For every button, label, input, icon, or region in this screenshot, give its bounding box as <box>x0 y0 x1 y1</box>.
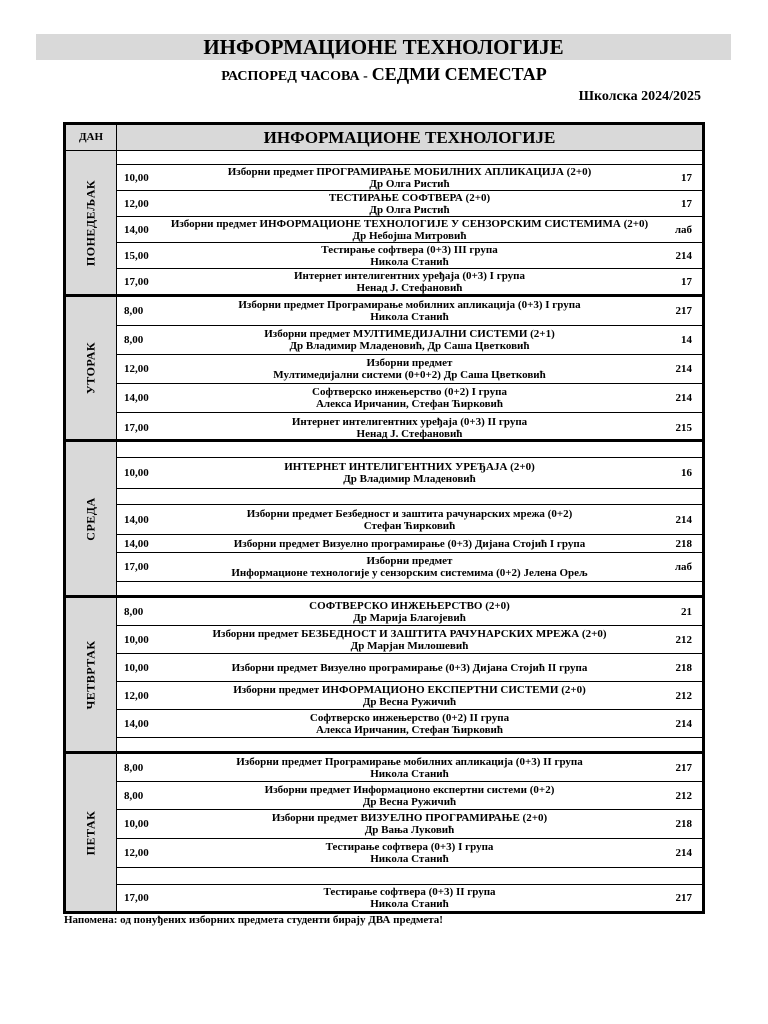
teacher-line: Никола Станић <box>370 853 449 865</box>
table-row <box>117 458 702 489</box>
class-description <box>157 218 662 242</box>
class-description <box>157 461 662 485</box>
table-row <box>117 782 702 810</box>
table-row <box>117 535 702 553</box>
room-number: лаб <box>674 223 692 236</box>
room-number: 218 <box>675 818 692 830</box>
class-time: 8,00 <box>124 605 144 618</box>
table-row <box>117 754 702 782</box>
day-block <box>66 151 702 297</box>
teacher-line: Др Марија Благојевић <box>353 611 466 624</box>
teacher-line: Никола Станић <box>370 255 449 268</box>
class-time: 14,00 <box>124 223 149 236</box>
teacher-line: Ненад Ј. Стефановић <box>356 427 463 440</box>
room-number: 21 <box>681 605 692 618</box>
table-row <box>117 505 702 535</box>
table-row <box>117 326 702 355</box>
course-line: Изборни предмет ИНФОРМАЦИОНО ЕКСПЕРТНИ СИСТЕМИ (2+0) <box>233 683 586 696</box>
room-number: 214 <box>675 392 692 404</box>
class-time: 10,00 <box>124 633 149 646</box>
table-row <box>117 810 702 839</box>
room-number: 215 <box>675 421 692 434</box>
teacher-line: Др Весна Ружичић <box>362 695 457 708</box>
course-line: Тестирање софтвера (0+3) III група <box>321 243 498 256</box>
school-year: Школска 2024/2025 <box>578 89 701 104</box>
footnote: Напомена: од понуђених изборних предмета студенти бирају ДВА предмета! <box>64 914 443 926</box>
teacher-line: Др Марјан Милошевић <box>350 639 469 652</box>
course-line: Изборни предмет МУЛТИМЕДИЈАЛНИ СИСТЕМИ (2+1) <box>264 328 555 340</box>
table-row <box>117 885 702 911</box>
course-line: Изборни предмет ПРОГРАМИРАЊЕ МОБИЛНИХ АПЛИКАЦИЈА (2+0) <box>227 165 592 178</box>
class-description <box>157 192 662 216</box>
table-row <box>117 217 702 243</box>
day-name-cell <box>66 754 117 911</box>
class-time: 12,00 <box>124 197 149 210</box>
room-number: 14 <box>681 334 692 346</box>
room-number: 17 <box>681 197 692 210</box>
class-description <box>157 886 662 910</box>
teacher-line: Др Владимир Младеновић <box>343 473 476 485</box>
teacher-line: Др Олга Ристић <box>369 203 450 216</box>
table-row <box>117 243 702 269</box>
class-description <box>157 538 662 550</box>
teacher-line: Др Вања Луковић <box>364 824 455 836</box>
table-row <box>117 489 702 505</box>
day-block <box>66 598 702 754</box>
room-number: 217 <box>675 892 692 904</box>
class-time: 17,00 <box>124 892 149 904</box>
day-block <box>66 297 702 442</box>
class-description <box>157 386 662 410</box>
class-description <box>157 784 662 808</box>
day-name: ПЕТАК <box>83 810 98 855</box>
class-description <box>157 662 662 674</box>
table-row <box>117 626 702 654</box>
course-line: ИНТЕРНЕТ ИНТЕЛИГЕНТНИХ УРЕЂАЈА (2+0) <box>284 461 535 473</box>
class-description <box>157 841 662 865</box>
class-time: 17,00 <box>124 421 149 434</box>
class-description <box>157 328 662 352</box>
subtitle <box>0 64 768 88</box>
class-time: 15,00 <box>124 249 149 262</box>
class-description <box>157 600 662 624</box>
teacher-line: Стефан Ћирковић <box>363 519 456 532</box>
day-name: ПОНЕДЕЉАК <box>83 179 98 266</box>
table-row <box>117 297 702 326</box>
class-description <box>157 684 662 708</box>
room-number: 214 <box>675 717 692 730</box>
room-number: 214 <box>675 249 692 262</box>
table-row <box>117 582 702 598</box>
table-row <box>117 191 702 217</box>
day-name-cell <box>66 442 117 595</box>
day-name-cell <box>66 297 117 439</box>
room-number: 212 <box>675 689 692 702</box>
schedule-table <box>63 122 705 914</box>
course-line: Софтверско инжењерство (0+2) I група <box>312 386 507 398</box>
course-line: Изборни предмет <box>366 555 453 567</box>
class-description <box>157 756 662 780</box>
table-row <box>117 682 702 710</box>
teacher-line: Др Олга Ристић <box>369 177 450 190</box>
table-row <box>117 413 702 442</box>
class-description <box>157 712 662 736</box>
day-name: СРЕДА <box>83 496 98 541</box>
table-row <box>117 355 702 384</box>
table-row <box>117 151 702 165</box>
class-time: 10,00 <box>124 171 149 184</box>
room-number: 214 <box>675 363 692 375</box>
table-row <box>117 654 702 682</box>
table-row <box>117 710 702 738</box>
program-column-header: ИНФОРМАЦИОНЕ ТЕХНОЛОГИЈЕ <box>117 125 702 150</box>
class-time: 14,00 <box>124 513 149 526</box>
teacher-line: Др Весна Ружичић <box>362 795 457 808</box>
table-row <box>117 868 702 885</box>
table-row <box>117 384 702 413</box>
day-column-header: ДАН <box>66 125 117 150</box>
class-time: 12,00 <box>124 689 149 702</box>
room-number: 214 <box>675 513 692 526</box>
class-time: 8,00 <box>124 305 144 317</box>
teacher-line: Мултимедијални системи (0+0+2) Др Саша Цветковић <box>273 369 546 381</box>
subtitle-semester: СЕДМИ СЕМЕСТАР <box>371 64 547 84</box>
class-time: 8,00 <box>124 789 144 802</box>
table-row <box>117 165 702 191</box>
course-line: Изборни предмет Визуелно програмирање (0+3) Дијана Стојић I група <box>233 537 586 550</box>
day-name-cell <box>66 151 117 294</box>
course-line: Изборни предмет ИНФОРМАЦИОНЕ ТЕХНОЛОГИЈЕ У СЕНЗОРСКИМ СИСТЕМИМА (2+0) <box>170 217 649 230</box>
class-time: 17,00 <box>124 276 149 288</box>
course-line: Изборни предмет <box>366 357 453 369</box>
table-row <box>117 269 702 295</box>
class-description <box>157 357 662 381</box>
class-description <box>157 166 662 190</box>
class-description <box>157 628 662 652</box>
class-description <box>157 416 662 440</box>
table-row <box>117 839 702 868</box>
class-description <box>157 508 662 532</box>
day-name-cell <box>66 598 117 751</box>
course-line: Изборни предмет Визуелно програмирање (0+3) Дијана Стојић II група <box>231 661 588 674</box>
teacher-line: Информационе технологије у сензорским системима (0+2) Јелена Орељ <box>231 567 588 579</box>
room-number: 212 <box>675 633 692 646</box>
class-time: 8,00 <box>124 761 144 774</box>
room-number: 217 <box>675 305 692 317</box>
room-number: 17 <box>681 171 692 184</box>
class-time: 12,00 <box>124 847 149 859</box>
teacher-line: Др Владимир Младеновић, Др Саша Цветковић <box>289 340 530 352</box>
class-time: 12,00 <box>124 363 149 375</box>
class-time: 10,00 <box>124 818 149 830</box>
class-description <box>157 555 662 579</box>
day-block <box>66 442 702 598</box>
course-line: Тестирање софтвера (0+3) II група <box>323 886 496 898</box>
course-line: СОФТВЕРСКО ИНЖЕЊЕРСТВО (2+0) <box>309 599 510 612</box>
course-line: Интернет интелигентних уређаја (0+3) II група <box>291 415 528 428</box>
room-number: 16 <box>681 467 692 479</box>
room-number: 212 <box>675 789 692 802</box>
table-row <box>117 598 702 626</box>
room-number: 217 <box>675 761 692 774</box>
class-time: 14,00 <box>124 537 149 550</box>
class-time: 8,00 <box>124 334 144 346</box>
page-title: ИНФОРМАЦИОНЕ ТЕХНОЛОГИЈЕ <box>36 34 731 60</box>
class-time: 14,00 <box>124 717 149 730</box>
teacher-line: Никола Станић <box>370 767 449 780</box>
course-line: Интернет интелигентних уређаја (0+3) I група <box>293 270 526 282</box>
course-line: Изборни предмет БЕЗБЕДНОСТ И ЗАШТИТА РАЧУНАРСКИХ МРЕЖА (2+0) <box>212 627 607 640</box>
room-number: 214 <box>675 847 692 859</box>
teacher-line: Алекса Иричанин, Стефан Ћирковић <box>315 723 504 736</box>
room-number: 218 <box>675 537 692 550</box>
course-line: Изборни предмет Програмирање мобилних апликација (0+3) I група <box>238 299 581 311</box>
table-header <box>66 125 702 151</box>
day-block <box>66 754 702 911</box>
course-line: Изборни предмет ВИЗУЕЛНО ПРОГРАМИРАЊЕ (2+0) <box>271 812 548 824</box>
teacher-line: Никола Станић <box>370 311 449 323</box>
course-line: Изборни предмет Безбедност и заштита рачунарских мрежа (0+2) <box>246 507 573 520</box>
table-row <box>117 442 702 458</box>
teacher-line: Др Небојша Митровић <box>352 229 467 242</box>
class-time: 10,00 <box>124 467 149 479</box>
class-description <box>157 244 662 268</box>
room-number: 218 <box>675 661 692 674</box>
teacher-line: Алекса Иричанин, Стефан Ћирковић <box>315 398 504 410</box>
class-description <box>157 812 662 836</box>
course-line: Тестирање софтвера (0+3) I група <box>325 841 494 853</box>
table-row <box>117 553 702 582</box>
table-row <box>117 738 702 754</box>
course-line: ТЕСТИРАЊЕ СОФТВЕРА (2+0) <box>328 191 491 204</box>
subtitle-prefix: РАСПОРЕД ЧАСОВА - <box>221 69 368 84</box>
room-number: 17 <box>681 276 692 288</box>
day-name: УТОРАК <box>83 341 98 395</box>
class-description <box>157 299 662 323</box>
course-line: Софтверско инжењерство (0+2) II група <box>309 711 510 724</box>
class-time: 14,00 <box>124 392 149 404</box>
teacher-line: Никола Станић <box>370 898 449 910</box>
course-line: Изборни предмет Информационо експертни системи (0+2) <box>264 783 555 796</box>
class-description <box>157 270 662 294</box>
class-time: 17,00 <box>124 561 149 573</box>
class-time: 10,00 <box>124 661 149 674</box>
teacher-line: Ненад Ј. Стефановић <box>356 282 463 294</box>
room-number: лаб <box>674 561 692 573</box>
course-line: Изборни предмет Програмирање мобилних апликација (0+3) II група <box>236 755 583 768</box>
day-name: ЧЕТВРТАК <box>83 639 98 710</box>
